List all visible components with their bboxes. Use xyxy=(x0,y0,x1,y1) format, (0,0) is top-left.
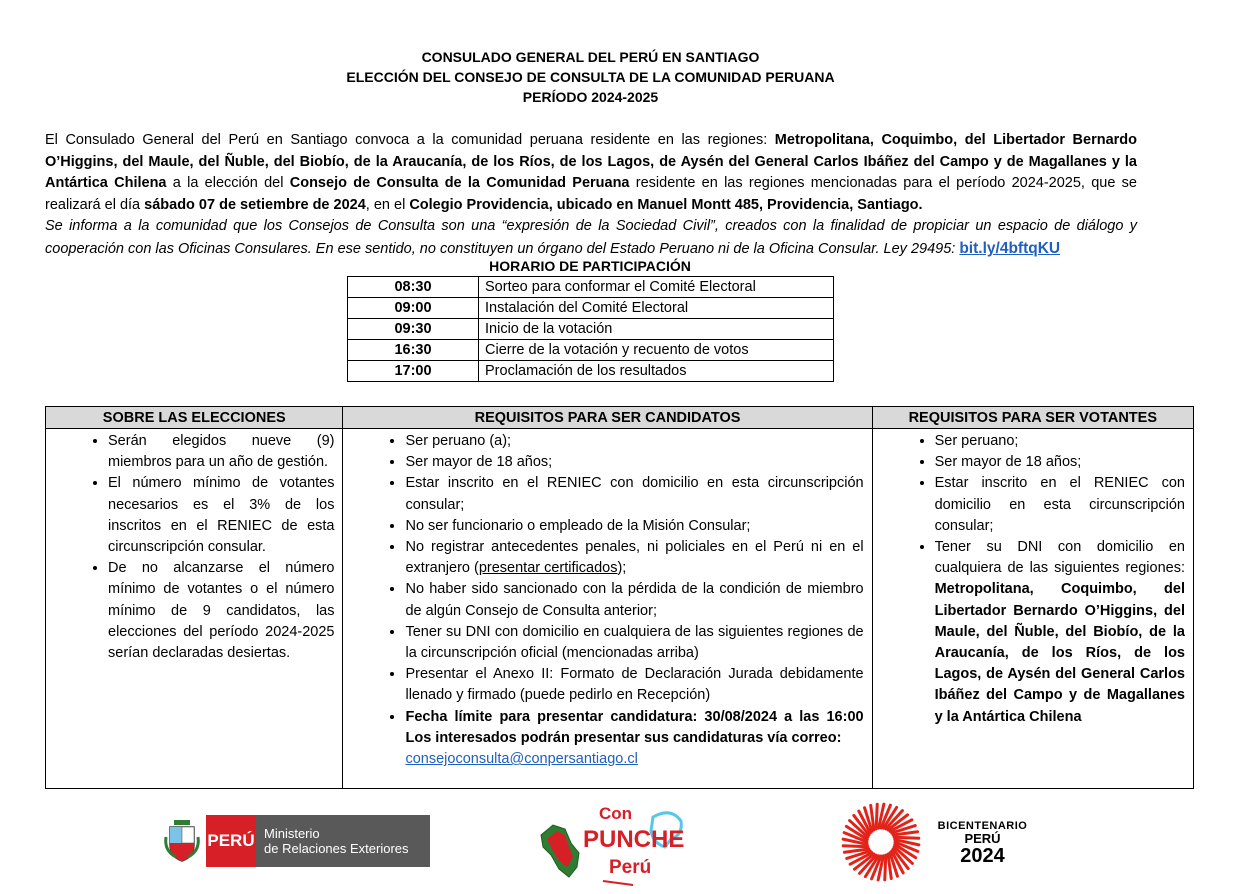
candidatos-cell xyxy=(343,429,872,789)
intro-part: a la elección del xyxy=(166,175,290,192)
schedule-activity: Cierre de la votación y recuento de votos xyxy=(479,340,834,361)
elecciones-cell xyxy=(46,429,343,789)
emblem-ray xyxy=(843,846,868,847)
intro-part: El Consulado General del Perú en Santiago convoca a la comunidad peruana residente en las regiones: xyxy=(45,132,775,148)
email-link[interactable]: consejoconsulta@conpersantiago.cl xyxy=(405,751,638,768)
list-item: • Serán elegidos nueve (9) miembros para un año de gestión. xyxy=(108,431,334,473)
schedule-table xyxy=(347,276,834,382)
requirements-table xyxy=(45,406,1194,789)
schedule-activity: Instalación del Comité Electoral xyxy=(479,298,834,319)
list-item: • Estar inscrito en el RENIEC con domicilio en esta circunscripción consular; xyxy=(935,473,1185,537)
list-item xyxy=(935,537,1185,728)
punche-con-text: Con xyxy=(599,804,633,823)
schedule-row xyxy=(348,361,834,382)
list-item: • El número mínimo de votantes necesarios es el 3% de los inscritos en el RENIEC de esta circunscripción consular. xyxy=(108,473,334,558)
ministry-line: de Relaciones Exteriores xyxy=(264,841,409,856)
intro-regions: Metropolitana, Coquimbo, del Libertador Bernardo O’Higgins, del Maule, del Ñuble, del Biobío, de la Araucanía, de los Ríos, de los Lagos, de Aysén del General Carlos Ibáñez del Campo y de Magallanes y la Antártica Chilena xyxy=(45,132,1137,192)
schedule-row xyxy=(348,319,834,340)
elecciones-list xyxy=(46,431,334,664)
header-elecciones: SOBRE LAS ELECCIONES xyxy=(46,407,343,429)
list-item: • No haber sido sancionado con la pérdida de la condición de miembro de algún Consejo de Consulta anterior; xyxy=(405,579,863,621)
intro-place: Colegio Providencia, ubicado en Manuel Montt 485, Providencia, Santiago. xyxy=(409,196,923,213)
list-item: • De no alcanzarse el número mínimo de votantes o el número mínimo de 9 candidatos, las elecciones del período 2024-2025 serían declaradas desiertas. xyxy=(108,558,334,664)
header-period: PERÍODO 2024-2025 xyxy=(522,89,659,105)
bicent-line-1: BICENTENARIO xyxy=(937,820,1028,832)
schedule-row xyxy=(348,340,834,361)
votantes-cell xyxy=(872,429,1193,789)
header-election: ELECCIÓN DEL CONSEJO DE CONSULTA DE LA COMUNIDAD PERUANA xyxy=(346,69,835,85)
schedule-time: 08:30 xyxy=(348,277,479,298)
list-item: • Ser peruano (a); xyxy=(405,431,863,452)
emblem-ray xyxy=(876,804,877,829)
intro-part: , en el xyxy=(365,196,410,213)
list-item-text: Tener su DNI con domicilio en cualquiera de las siguientes regiones: xyxy=(934,539,1185,577)
list-item-text: ); xyxy=(617,560,627,577)
list-item: • Tener su DNI con domicilio en cualquiera de las siguientes regiones de la circunscripción oficial (mencionadas arriba) xyxy=(405,622,863,664)
emblem-ray xyxy=(894,837,919,838)
header-consulate: CONSULADO GENERAL DEL PERÚ EN SANTIAGO xyxy=(421,49,760,65)
list-item-text: No registrar antecedentes penales, ni policiales en el Perú ni en el extranjero ( xyxy=(405,539,864,577)
header-votantes: REQUISITOS PARA SER VOTANTES xyxy=(872,407,1193,429)
schedule-time: 09:30 xyxy=(348,319,479,340)
schedule-row xyxy=(348,277,834,298)
header-candidatos: REQUISITOS PARA SER CANDIDATOS xyxy=(343,407,872,429)
intro-disclaimer: Se informa a la comunidad que los Consejos de Consulta son una “expresión de la Sociedad Civil”, creados con la finalidad de propiciar un espacio de diálogo y cooperación con las Oficinas Consulares. En ese sentido, no constituyen un órgano del Estado Peruano ni de la Oficina Consular. Ley 29495: xyxy=(45,218,1137,257)
list-item: • Ser mayor de 18 años; xyxy=(405,452,863,473)
list-item: • No ser funcionario o empleado de la Misión Consular; xyxy=(405,516,863,537)
punche-main-text: PUNCHE xyxy=(583,826,685,853)
intro-part: residente en las regiones mencionadas para el período 2024-2025, que se realizará el día xyxy=(45,175,1137,213)
bicentenario-logo xyxy=(835,800,1035,885)
deadline-text: Fecha límite para presentar candidatura: 30/08/2024 a las 16:00 Los interesados podrán presentar sus candidaturas vía correo: xyxy=(405,708,864,746)
bicent-line-2: PERÚ xyxy=(964,831,1001,846)
list-item: • Ser peruano; xyxy=(935,431,1185,452)
list-item: • Estar inscrito en el RENIEC con domicilio en esta circunscripción consular; xyxy=(405,473,863,515)
schedule-activity: Inicio de la votación xyxy=(479,319,834,340)
peru-badge: PERÚ xyxy=(206,815,256,867)
footer-logos xyxy=(0,795,1241,894)
schedule-time: 17:00 xyxy=(348,361,479,382)
emblem-ray xyxy=(885,855,886,880)
bicent-line-3: 2024 xyxy=(960,845,1005,867)
schedule-activity: Proclamación de los resultados xyxy=(479,361,834,382)
votantes-list xyxy=(873,431,1185,728)
ministry-line: Ministerio xyxy=(264,826,320,841)
schedule-time: 16:30 xyxy=(348,340,479,361)
voter-regions: Metropolitana, Coquimbo, del Libertador Bernardo O’Higgins, del Maule, del Ñuble, del Biobío, de la Araucanía, de los Ríos, de los Lagos, de Aysén del General Carlos Ibáñez del Campo y de Magallanes y la Antártica Chilena xyxy=(934,581,1185,725)
intro-date: sábado 07 de setiembre de 2024 xyxy=(144,196,366,213)
law-link[interactable]: bit.ly/4bftqKU xyxy=(959,239,1061,257)
list-item xyxy=(405,707,863,771)
ministry-name xyxy=(256,815,430,867)
schedule-time: 09:00 xyxy=(348,298,479,319)
list-item: • Presentar el Anexo II: Formato de Declaración Jurada debidamente llenado y firmado (puede pedirlo en Recepción) xyxy=(405,664,863,706)
list-item xyxy=(405,537,863,579)
ministry-logo xyxy=(162,815,430,867)
candidatos-list xyxy=(343,431,863,770)
certificates-link[interactable]: presentar certificados xyxy=(478,560,618,577)
bicentenario-emblem-icon xyxy=(835,800,927,885)
intro-consejo: Consejo de Consulta de la Comunidad Peruana xyxy=(289,175,630,192)
intro-text xyxy=(45,130,1137,261)
schedule-activity: Sorteo para conformar el Comité Electoral xyxy=(479,277,834,298)
punche-peru-text: Perú xyxy=(609,857,652,878)
coat-of-arms-icon xyxy=(162,817,202,865)
con-punche-peru-logo xyxy=(533,795,693,890)
document-header xyxy=(0,47,1181,107)
schedule-row xyxy=(348,298,834,319)
list-item: • Ser mayor de 18 años; xyxy=(935,452,1185,473)
schedule-title: HORARIO DE PARTICIPACIÓN xyxy=(489,258,691,274)
bicentenario-text xyxy=(930,820,1035,866)
